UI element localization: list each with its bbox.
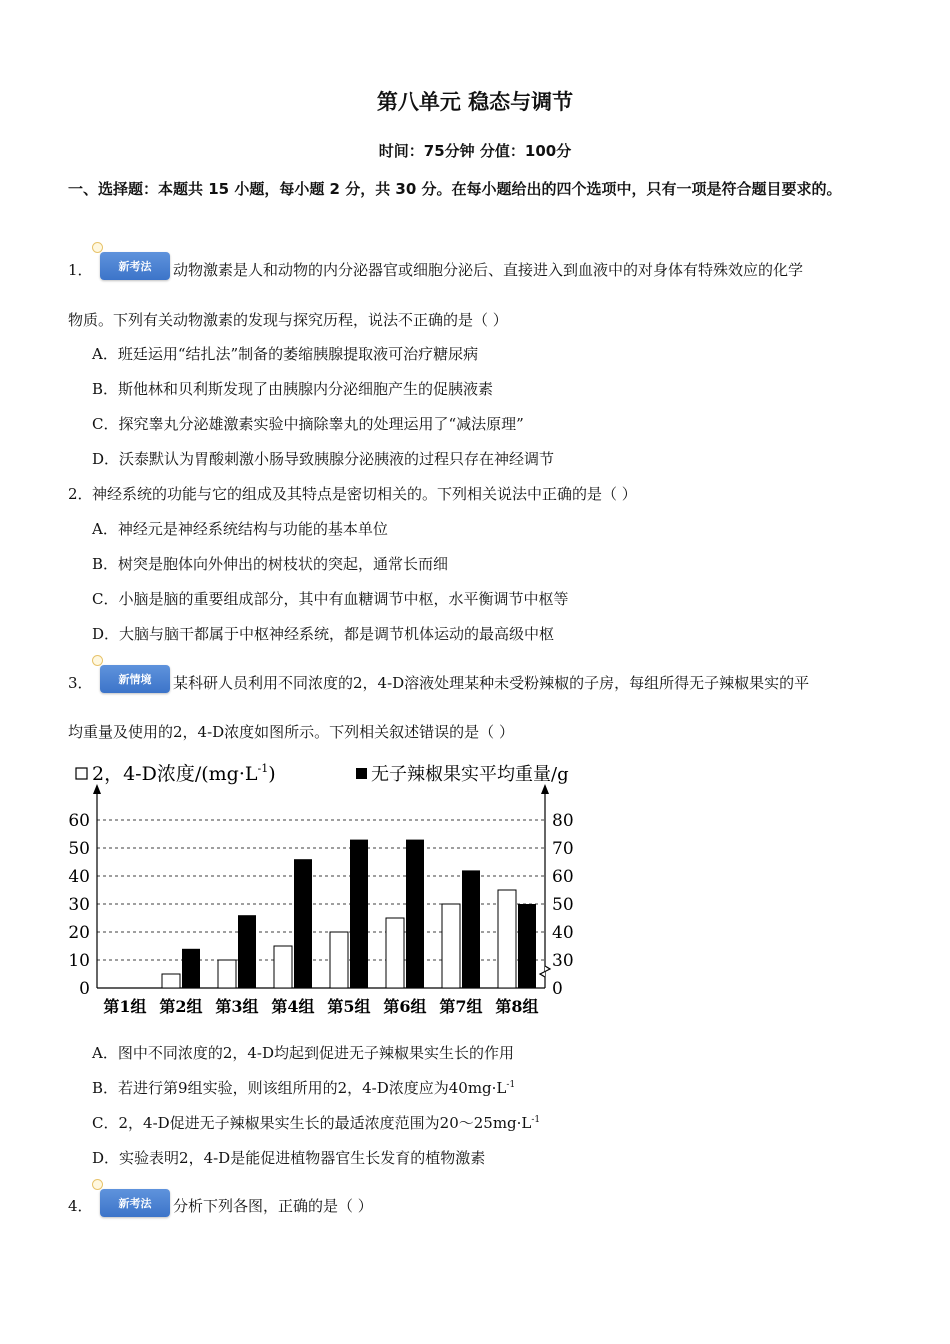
legend-marker-weight xyxy=(356,768,367,779)
category-label: 第6组 xyxy=(383,997,427,1016)
question-2-option-b: B．树突是胞体向外伸出的树枝状的突起，通常长而细 xyxy=(92,555,449,573)
right-tick-label: 50 xyxy=(552,895,574,915)
bar-concentration xyxy=(442,904,460,988)
question-1-option-b: B．斯他林和贝利斯发现了由胰腺内分泌细胞产生的促胰液素 xyxy=(92,380,494,398)
bar-concentration xyxy=(274,946,292,988)
option-c-unit-sup: -1 xyxy=(531,1115,541,1125)
bar-fruit-weight xyxy=(518,904,536,988)
bar-fruit-weight xyxy=(350,840,368,988)
question-3-number: 3． xyxy=(68,674,93,692)
left-tick-label: 20 xyxy=(68,923,90,943)
question-1-stem-line2: 物质。下列有关动物激素的发现与探究历程，说法不正确的是（ ） xyxy=(68,311,508,329)
left-axis-arrow-icon xyxy=(93,784,101,794)
bar-concentration xyxy=(162,974,180,988)
question-3-option-d: D．实验表明2，4-D是能促进植物器官生长发育的植物激素 xyxy=(92,1149,486,1167)
left-tick-label: 40 xyxy=(68,867,90,887)
question-3-stem-line2: 均重量及使用的2，4-D浓度如图所示。下列相关叙述错误的是（ ） xyxy=(68,723,514,741)
question-4-number: 4． xyxy=(68,1197,93,1215)
question-1-badge: 新考法 xyxy=(100,252,170,280)
bar-fruit-weight xyxy=(294,859,312,988)
bar-fruit-weight xyxy=(462,870,480,988)
right-tick-label: 60 xyxy=(552,867,574,887)
left-tick-label: 10 xyxy=(68,951,90,971)
right-tick-label: 70 xyxy=(552,839,574,859)
question-1-option-a: A．班廷运用“结扎法”制备的萎缩胰腺提取液可治疗糖尿病 xyxy=(92,345,479,363)
question-1-option-d: D．沃泰默认为胃酸刺激小肠导致胰腺分泌胰液的过程只存在神经调节 xyxy=(92,450,555,468)
question-1-option-c: C．探究睾丸分泌雄激素实验中摘除睾丸的处理运用了“减法原理” xyxy=(92,415,524,433)
right-tick-label: 40 xyxy=(552,923,574,943)
right-tick-label: 0 xyxy=(552,979,563,999)
question-2-stem: 神经系统的功能与它的组成及其特点是密切相关的。下列相关说法中正确的是（ ） xyxy=(92,485,637,503)
badge-dot-icon xyxy=(92,242,103,253)
left-tick-label: 60 xyxy=(68,811,90,831)
question-2-number: 2． xyxy=(68,485,93,503)
question-3-option-a: A．图中不同浓度的2，4-D均起到促进无子辣椒果实生长的作用 xyxy=(92,1044,515,1062)
left-tick-label: 0 xyxy=(79,979,90,999)
category-label: 第5组 xyxy=(327,997,371,1016)
bar-fruit-weight xyxy=(406,840,424,988)
bar-concentration xyxy=(386,918,404,988)
left-tick-label: 50 xyxy=(68,839,90,859)
question-3-badge: 新情境 xyxy=(100,665,170,693)
bar-concentration xyxy=(498,890,516,988)
question-2-option-c: C．小脑是脑的重要组成部分，其中有血糖调节中枢，水平衡调节中枢等 xyxy=(92,590,569,608)
bar-concentration xyxy=(330,932,348,988)
question-4-stem: 分析下列各图，正确的是（ ） xyxy=(173,1197,373,1215)
bar-chart xyxy=(60,750,620,1030)
exam-info: 时间：75分钟 分值：100分 xyxy=(378,142,572,160)
right-tick-label: 80 xyxy=(552,811,574,831)
category-label: 第1组 xyxy=(103,997,147,1016)
page-title: 第八单元 稳态与调节 xyxy=(376,90,574,114)
bar-concentration xyxy=(218,960,236,988)
question-4-badge: 新考法 xyxy=(100,1189,170,1217)
category-label: 第4组 xyxy=(271,997,315,1016)
legend-marker-concentration xyxy=(76,768,87,779)
question-3-option-c xyxy=(92,1112,540,1133)
option-b-text: B．若进行第9组实验，则该组所用的2，4-D浓度应为40mg·L xyxy=(92,1079,507,1097)
axis-break-icon xyxy=(540,966,550,977)
badge-dot-icon xyxy=(92,1179,103,1190)
question-3-stem-line1: 某科研人员利用不同浓度的2，4-D溶液处理某种未受粉辣椒的子房，每组所得无子辣椒果实的平 xyxy=(173,674,810,692)
legend-concentration-label: 2，4-D浓度$/(mg\cdot L^{-1})$ xyxy=(92,762,276,785)
question-2-option-a: A．神经元是神经系统结构与功能的基本单位 xyxy=(92,520,388,538)
question-1-number: 1． xyxy=(68,261,93,279)
category-label: 第8组 xyxy=(495,997,539,1016)
left-tick-label: 30 xyxy=(68,895,90,915)
category-label: 第7组 xyxy=(439,997,483,1016)
bar-fruit-weight xyxy=(182,949,200,988)
category-label: 第2组 xyxy=(159,997,203,1016)
section-heading: 一、选择题：本题共 15 小题，每小题 2 分，共 30 分。在每小题给出的四个选项中，只有一项是符合题目要求的。 xyxy=(68,180,842,198)
right-axis-arrow-icon xyxy=(541,784,549,794)
option-b-unit-sup: -1 xyxy=(506,1080,516,1090)
badge-dot-icon xyxy=(92,655,103,666)
question-3-option-b xyxy=(92,1077,515,1098)
right-tick-label: 30 xyxy=(552,951,574,971)
question-1-stem-line1: 动物激素是人和动物的内分泌器官或细胞分泌后、直接进入到血液中的对身体有特殊效应的化学 xyxy=(173,261,804,279)
option-c-text: C．2，4-D促进无子辣椒果实生长的最适浓度范围为20～25mg·L xyxy=(92,1114,532,1132)
bar-fruit-weight xyxy=(238,915,256,988)
category-label: 第3组 xyxy=(215,997,259,1016)
question-2-option-d: D．大脑与脑干都属于中枢神经系统，都是调节机体运动的最高级中枢 xyxy=(92,625,555,643)
legend-weight-label: 无子辣椒果实平均重量/g xyxy=(371,764,569,785)
